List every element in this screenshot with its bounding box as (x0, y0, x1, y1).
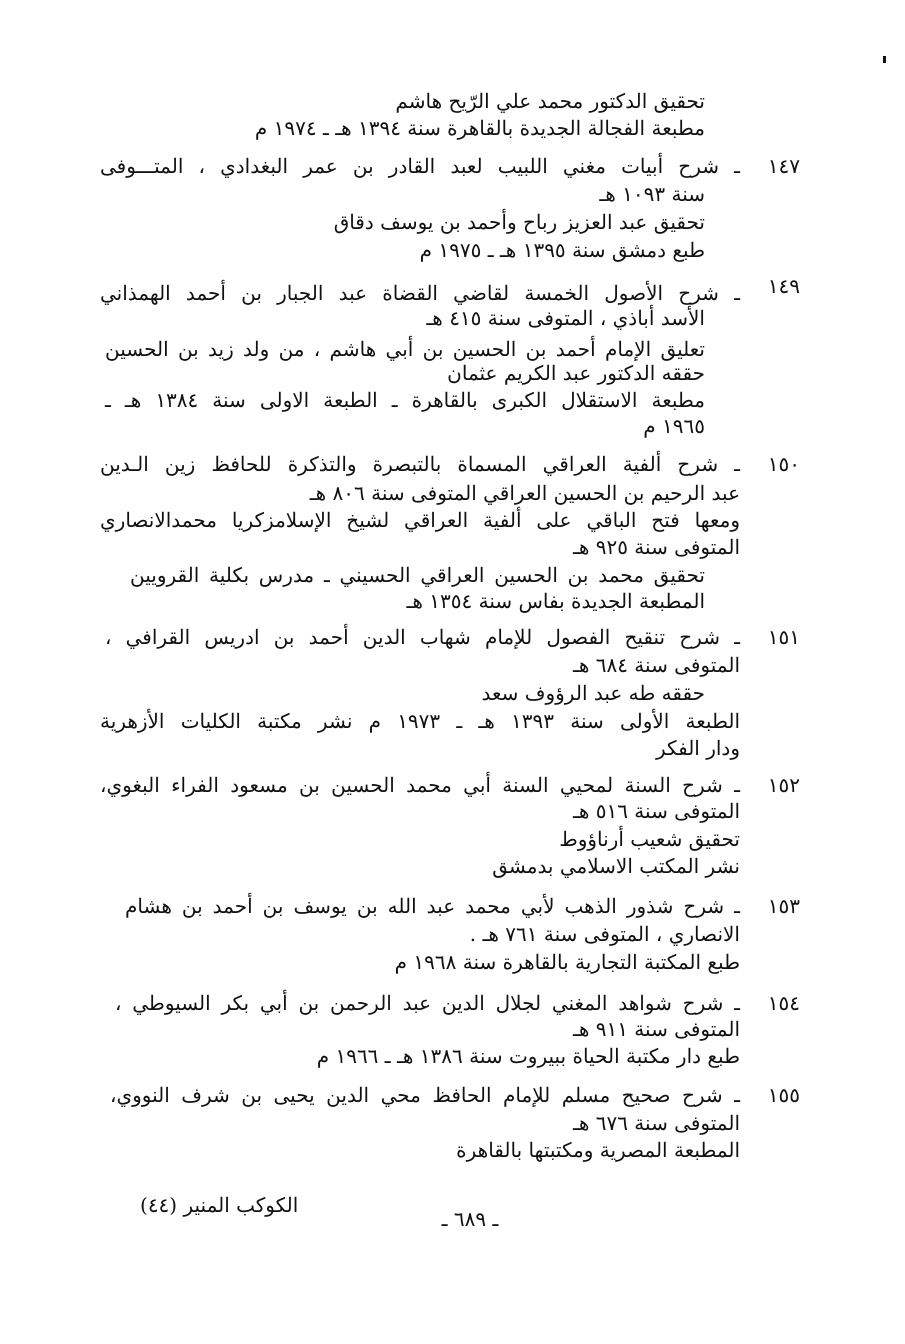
running-footer-title: الكوكب المنير (٤٤) (140, 1193, 299, 1217)
entry-number: ١٥٠ (767, 452, 800, 476)
entry-line: حققه الدكتور عبد الكريم عثمان (447, 361, 705, 385)
entry-line: مطبعة الاستقلال الكبرى بالقاهرة ـ الطبعة الاولى سنة ١٣٨٤ هـ ـ (105, 388, 705, 412)
entry-number: ١٥٥ (767, 1083, 800, 1107)
entry-number: ١٥٣ (767, 894, 800, 918)
entry-line: ـ شرح صحيح مسلم للإمام الحافظ محي الدين يحيى بن شرف النووي، (110, 1083, 741, 1107)
entry-number: ١٤٩ (767, 274, 800, 298)
entry-line: الطبعة الأولى سنة ١٣٩٣ هـ ـ ١٩٧٣ م نشر مكتبة الكليات الأزهرية (100, 709, 740, 733)
entry-line: المطبعة الجديدة بفاس سنة ١٣٥٤ هـ (406, 589, 705, 613)
entry-line: ـ شرح الأصول الخمسة لقاضي القضاة عبد الجبار بن أحمد الهمذاني (100, 281, 740, 305)
entry-line: المتوفى سنة ٦٨٤ هـ (572, 653, 740, 677)
entry-number: ١٥٢ (767, 773, 800, 797)
entry-line: المتوفى سنة ٥١٦ هـ (572, 799, 740, 823)
entry-line: المتوفى سنة ٩٢٥ هـ (572, 535, 740, 559)
entry-line: ١٩٦٥ م (643, 414, 705, 438)
entry-line: حققه طه عبد الرؤوف سعد (481, 681, 705, 705)
entry-line: طبع المكتبة التجارية بالقاهرة سنة ١٩٦٨ م (394, 950, 740, 974)
entry-line: الانصاري ، المتوفى سنة ٧٦١ هـ . (469, 922, 740, 946)
entry-line: سنة ١٠٩٣ هـ (599, 182, 705, 206)
header-line: مطبعة الفجالة الجديدة بالقاهرة سنة ١٣٩٤ هـ ـ ١٩٧٤ م (254, 116, 705, 140)
entry-line: الأسد أباذي ، المتوفى سنة ٤١٥ هـ (426, 306, 705, 330)
entry-line: المطبعة المصرية ومكتبتها بالقاهرة (456, 1138, 740, 1162)
entry-line: تحقيق عبد العزيز رباح وأحمد بن يوسف دقاق (333, 210, 705, 234)
entry-line: نشر المكتب الاسلامي بدمشق (492, 854, 740, 878)
entry-line: ودار الفكر (656, 736, 740, 760)
entry-line: عبد الرحيم بن الحسين العراقي المتوفى سنة ٨٠٦ هـ (309, 481, 740, 505)
entry-line: ـ شرح أبيات مغني اللبيب لعبد القادر بن عمر البغدادي ، المتـــوفى (100, 154, 740, 178)
entry-number: ١٥١ (767, 625, 800, 649)
entry-line: المتوفى سنة ٦٧٦ هـ (572, 1111, 740, 1135)
entry-line: ـ شرح شذور الذهب لأبي محمد عبد الله بن يوسف بن أحمد بن هشام (125, 894, 740, 918)
entry-line: ـ شرح السنة لمحيي السنة أبي محمد الحسين بن مسعود الفراء البغوي، (100, 773, 740, 797)
entry-number: ١٤٧ (767, 154, 800, 178)
entry-number: ١٥٤ (767, 991, 800, 1015)
scan-mark (883, 56, 886, 63)
entry-line: ـ شرح تنقيح الفصول للإمام شهاب الدين أحمد بن ادريس القرافي ، (105, 625, 740, 649)
entry-line: المتوفى سنة ٩١١ هـ (572, 1017, 740, 1041)
header-line: تحقيق الدكتور محمد علي الرّيح هاشم (395, 89, 705, 113)
entry-line: تحقيق شعيب أرناؤوط (559, 827, 740, 851)
entry-line: طبع دار مكتبة الحياة ببيروت سنة ١٣٨٦ هـ ـ ١٩٦٦ م (316, 1044, 740, 1068)
entry-line: ومعها فتح الباقي على ألفية العراقي لشيخ الإسلامزكريا محمدالانصاري (100, 508, 740, 532)
entry-line: تحقيق محمد بن الحسين العراقي الحسيني ـ مدرس بكلية القرويين (130, 563, 705, 587)
entry-line: ـ شرح ألفية العراقي المسماة بالتبصرة والتذكرة للحافظ زين الـدين (100, 452, 740, 476)
entry-line: تعليق الإمام أحمد بن الحسين بن أبي هاشم ، من ولد زيد بن الحسين (105, 337, 705, 361)
entry-line: طبع دمشق سنة ١٣٩٥ هـ ـ ١٩٧٥ م (419, 238, 705, 262)
page-number: ـ ٦٨٩ ـ (441, 1207, 499, 1231)
entry-line: ـ شرح شواهد المغني لجلال الدين عبد الرحمن بن أبي بكر السيوطي ، (115, 991, 740, 1015)
